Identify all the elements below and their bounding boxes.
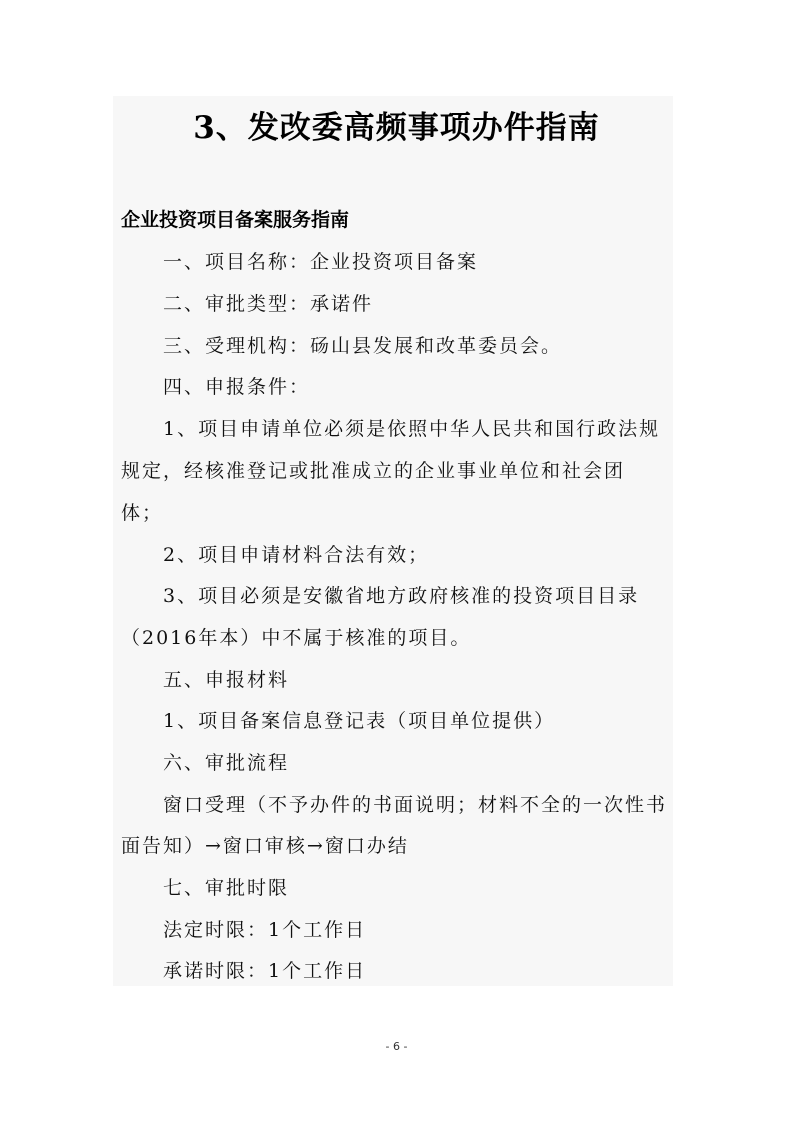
item-name-line: 一、项目名称：企业投资项目备案 (163, 251, 479, 273)
conditions-heading: 四、申报条件： (163, 376, 311, 398)
process-line-2: 面告知）→窗口审核→窗口办结 (121, 835, 409, 857)
accepting-agency-line: 三、受理机构：砀山县发展和改革委员会。 (163, 335, 563, 357)
condition-2-line: 2、项目申请材料合法有效； (163, 544, 430, 566)
condition-1-line-3: 体； (121, 502, 164, 524)
condition-3-line-1: 3、项目必须是安徽省地方政府核准的投资项目目录 (163, 585, 640, 607)
promised-time-limit-line: 承诺时限：1个工作日 (163, 960, 367, 982)
section-title: 企业投资项目备案服务指南 (121, 209, 350, 231)
time-limit-heading: 七、审批时限 (163, 877, 290, 899)
process-heading: 六、审批流程 (163, 752, 290, 774)
approval-type-line: 二、审批类型：承诺件 (163, 293, 374, 315)
condition-3-line-2: （2016年本）中不属于核准的项目。 (121, 627, 472, 649)
condition-1-line-2: 规定，经核准登记或批准成立的企业事业单位和社会团 (121, 460, 626, 482)
materials-heading: 五、申报材料 (163, 669, 290, 691)
condition-1-line-1: 1、项目申请单位必须是依照中华人民共和国行政法规 (163, 418, 661, 440)
materials-item-1: 1、项目备案信息登记表（项目单位提供） (163, 710, 556, 732)
legal-time-limit-line: 法定时限：1个工作日 (163, 919, 367, 941)
process-line-1: 窗口受理（不予办件的书面说明；材料不全的一次性书 (163, 794, 668, 816)
document-title: 3、发改委高频事项办件指南 (193, 110, 600, 146)
page-number: - 6 - (385, 1040, 408, 1053)
